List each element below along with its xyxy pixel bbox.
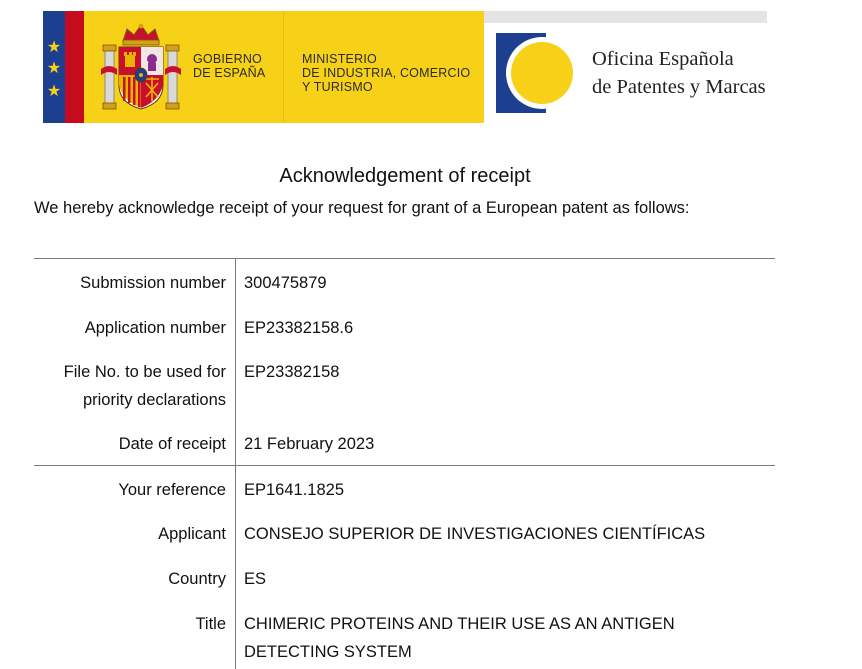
- section-divider-rule: [34, 465, 775, 466]
- application-number-label: Application number: [84, 319, 226, 337]
- oepm-logo-icon: [496, 33, 578, 113]
- table-top-rule: [34, 258, 775, 259]
- country-label: Country: [168, 570, 226, 588]
- title-value: CHIMERIC PROTEINS AND THEIR USE AS AN ANTIGEN DETECTING SYSTEM: [244, 615, 675, 661]
- your-reference-label: Your reference: [118, 481, 226, 499]
- office-name: Oficina Española de Patentes y Marcas: [592, 48, 766, 98]
- applicant-label: Applicant: [158, 525, 226, 543]
- applicant-value: CONSEJO SUPERIOR DE INVESTIGACIONES CIENTÍFICAS: [244, 525, 706, 543]
- intro-text: We hereby acknowledge receipt of your request for grant of a European patent as follows:: [34, 199, 690, 217]
- ministry-name: MINISTERIO DE INDUSTRIA, COMERCIO Y TURISMO: [302, 52, 471, 94]
- spain-flag-strip: [65, 11, 84, 123]
- eu-star-icon: ★: [46, 81, 62, 100]
- office-header-bar: [484, 11, 767, 23]
- date-of-receipt-value: 21 February 2023: [244, 435, 375, 453]
- eu-star-icon: ★: [46, 37, 62, 56]
- government-banner: [43, 11, 484, 123]
- column-divider: [235, 258, 236, 466]
- application-number-value: EP23382158.6: [244, 319, 354, 337]
- your-reference-value: EP1641.1825: [244, 481, 345, 499]
- submission-number-value: 300475879: [244, 274, 327, 292]
- country-value: ES: [244, 570, 267, 588]
- government-name: GOBIERNO DE ESPAÑA: [193, 52, 266, 80]
- file-number-value: EP23382158: [244, 363, 340, 381]
- eu-star-icon: ★: [46, 58, 62, 77]
- file-number-label: File No. to be used for priority declarations: [63, 363, 226, 409]
- banner-divider: [283, 11, 284, 123]
- eu-flag-strip: [43, 11, 65, 123]
- page-title: Acknowledgement of receipt: [279, 165, 531, 187]
- submission-number-label: Submission number: [80, 274, 226, 292]
- coat-of-arms-icon: [101, 21, 181, 113]
- date-of-receipt-label: Date of receipt: [118, 435, 226, 453]
- title-label: Title: [195, 615, 226, 633]
- column-divider: [235, 465, 236, 669]
